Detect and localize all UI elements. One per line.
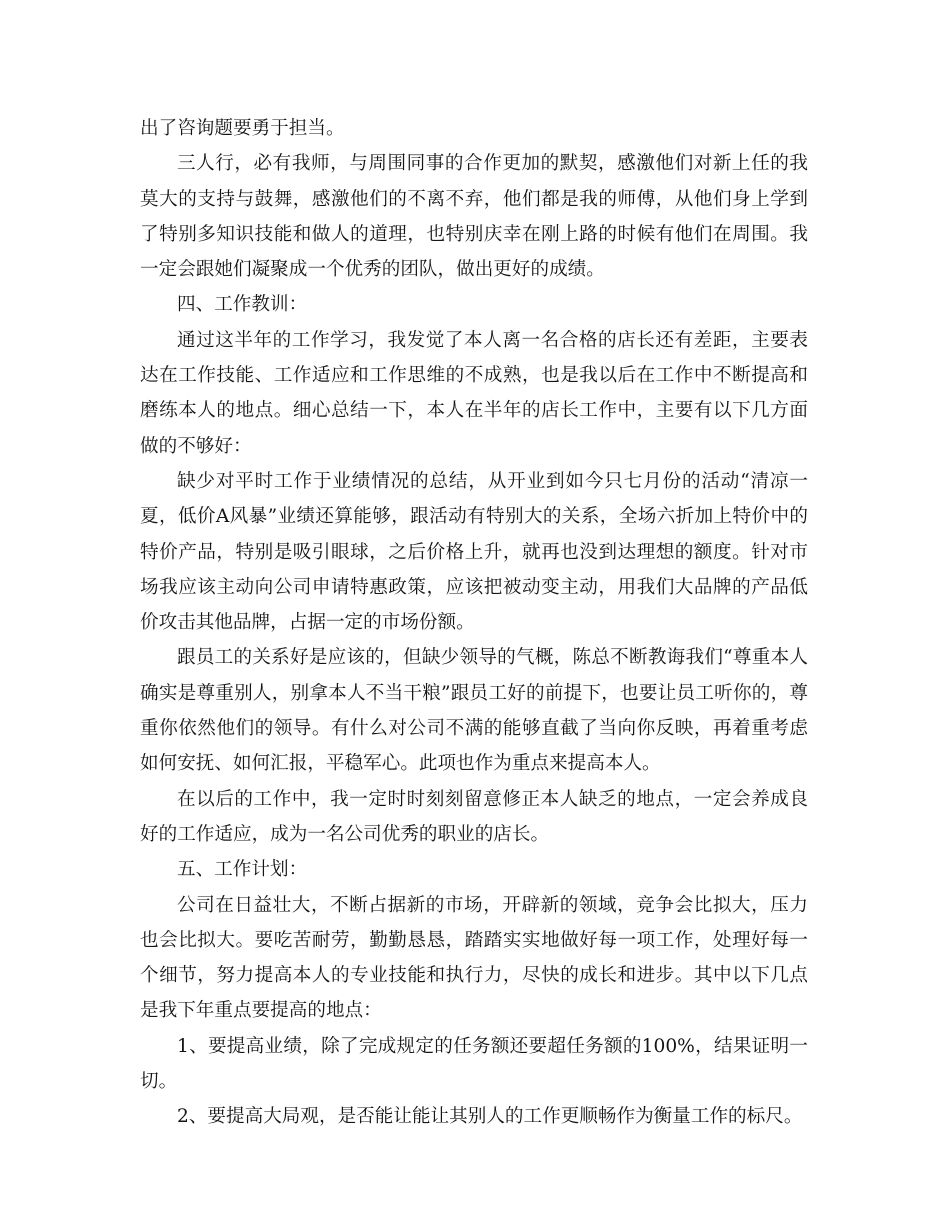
section-heading-lessons: 四、工作教训：: [177, 294, 308, 316]
paragraph-plan-intro: 公司在日益壮大，不断占据新的市场，开辟新的领域，竞争会比拟大，压力也会比拟大。要吃苦耐劳，勤勤恳恳，踏踏实实地做好每一项工作，处理好每一个细节，努力提高本人的专业技能和执行力，尽快的成长和进步。其中以下几点是我下年重点要提高的地点：: [140, 894, 808, 1022]
plan-item-1: 1、要提高业绩，除了完成规定的任务额还要超任务额的100%，结果证明一切。: [140, 1035, 808, 1093]
paragraph-leadership: 跟员工的关系好是应该的，但缺少领导的气概，陈总不断教诲我们“尊重本人确实是尊重别人，别拿本人不当干粮”跟员工好的前提下，也要让员工听你的，尊重你依然他们的领导。有什么对公司不满的能够直截了当向你反映，再着重考虑如何安抚、如何汇报，平稳军心。此项也作为重点来提高本人。: [140, 647, 808, 775]
paragraph-future-improvement: 在以后的工作中，我一定时时刻刻留意修正本人缺乏的地点，一定会养成良好的工作适应，成为一名公司优秀的职业的店长。: [140, 788, 808, 845]
paragraph-continuation: 出了咨询题要勇于担当。: [140, 118, 345, 139]
paragraph-lessons-intro: 通过这半年的工作学习，我发觉了本人离一名合格的店长还有差距，主要表达在工作技能、工作适应和工作思维的不成熟，也是我以后在工作中不断提高和磨练本人的地点。细心总结一下，本人在半年的店长工作中，主要有以下几方面做的不够好：: [140, 329, 808, 457]
paragraph-performance-summary: 缺少对平时工作于业绩情况的总结，从开业到如今只七月份的活动“清凉一夏，低价A风暴”业绩还算能够，跟活动有特别大的关系，全场六折加上特价中的特价产品，特别是吸引眼球，之后价格上升，就再也没到达理想的额度。针对市场我应该主动向公司申请特惠政策，应该把被动变主动，用我们大品牌的产品低价攻击其他品牌，占据一定的市场份额。: [140, 470, 808, 634]
document-body: [140, 111, 808, 1135]
section-heading-plan: 五、工作计划：: [177, 859, 308, 881]
plan-item-2: 2、要提高大局观，是否能让能让其别人的工作更顺畅作为衡量工作的标尺。: [177, 1106, 803, 1128]
paragraph-colleagues: 三人行，必有我师，与周围同事的合作更加的默契，感激他们对新上任的我莫大的支持与鼓舞，感激他们的不离不弃，他们都是我的师傅，从他们身上学到了特别多知识技能和做人的道理，也特别庆幸在刚上路的时候有他们在周围。我一定会跟她们凝聚成一个优秀的团队，做出更好的成绩。: [140, 153, 808, 281]
